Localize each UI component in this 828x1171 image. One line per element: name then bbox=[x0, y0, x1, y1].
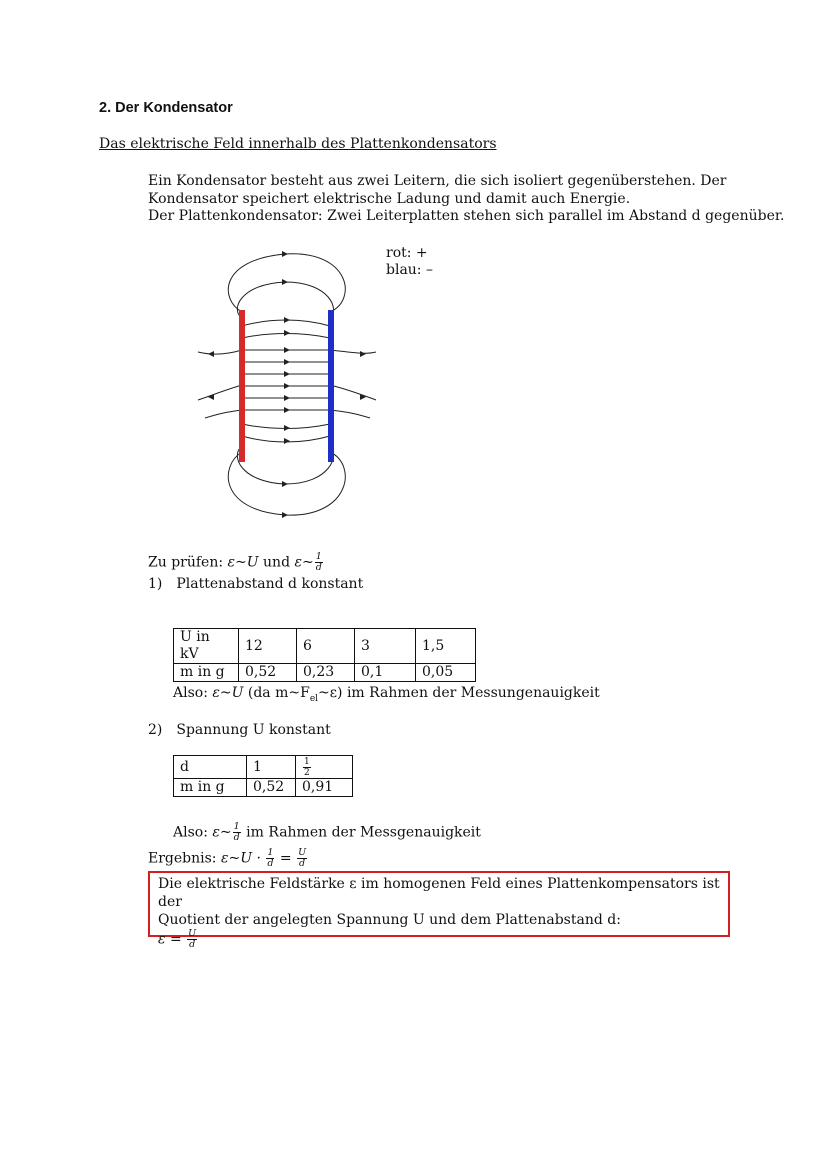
table-cell: 0,91 bbox=[296, 779, 353, 797]
definition-formula bbox=[158, 929, 720, 950]
table-row bbox=[174, 779, 353, 797]
field-line-fringe-right-low bbox=[330, 410, 370, 418]
case1-title: 1) Plattenabstand d konstant bbox=[148, 576, 364, 592]
check-label: Zu prüfen: bbox=[148, 554, 224, 571]
field-line-fringe-left-bottom bbox=[198, 385, 242, 400]
table-cell: 0,52 bbox=[239, 664, 297, 682]
definition-line-1: Die elektrische Feldstärke ε im homogenen Feld eines Plattenkompensators ist der bbox=[158, 876, 720, 910]
table-cell: m in g bbox=[174, 664, 239, 682]
field-arrowheads bbox=[208, 251, 366, 518]
intro-line-3: Der Plattenkondensator: Zwei Leiterplatten stehen sich parallel im Abstand d gegenüber. bbox=[148, 208, 785, 224]
case1-table bbox=[173, 628, 476, 682]
result-fraction-1: $\frac{1}{d}$ bbox=[267, 847, 274, 869]
table-cell: 3 bbox=[355, 629, 416, 664]
field-line-top-inner bbox=[237, 282, 333, 318]
case2-table bbox=[173, 755, 353, 797]
field-line-fringe-left-low bbox=[205, 410, 242, 418]
result-fraction-2: $\frac{U}{d}$ bbox=[298, 847, 307, 869]
table-row bbox=[174, 756, 353, 779]
section-subheading: Das elektrische Feld innerhalb des Plattenkondensators bbox=[99, 136, 497, 152]
table-cell: 1,5 bbox=[416, 629, 476, 664]
case2-conclusion-prefix: Also: bbox=[173, 824, 208, 841]
case2-conclusion-suffix: im Rahmen der Messgenauigkeit bbox=[246, 824, 481, 841]
definition-line-2: Quotient der angelegten Spannung U und dem Plattenabstand d: bbox=[158, 912, 621, 928]
intro-paragraph bbox=[148, 173, 785, 226]
case1-conclusion-suffix: im Rahmen der Messungenauigkeit bbox=[346, 685, 600, 701]
check-fraction: $\frac{1}{d}$ bbox=[315, 551, 322, 573]
table-row bbox=[174, 629, 476, 664]
case2-title: 2) Spannung U konstant bbox=[148, 722, 331, 738]
case1-conclusion-prefix: Also: bbox=[173, 685, 208, 701]
table-cell: m in g bbox=[174, 779, 247, 797]
result-expr: ε~U · bbox=[220, 850, 261, 867]
check-expr2: ε~ bbox=[294, 554, 314, 571]
table-cell: 0,1 bbox=[355, 664, 416, 682]
legend-blue: blau: – bbox=[386, 262, 433, 278]
table-cell: 0,05 bbox=[416, 664, 476, 682]
case2-conclusion bbox=[173, 822, 481, 843]
case1-conclusion bbox=[173, 684, 600, 708]
legend-red: rot: + bbox=[386, 245, 428, 261]
check-expr1: ε~U bbox=[227, 554, 259, 571]
table-row bbox=[174, 664, 476, 682]
check-connector: und bbox=[263, 554, 291, 571]
definition-formula-fraction: $\frac{U}{d}$ bbox=[188, 928, 197, 950]
result-label: Ergebnis: bbox=[148, 850, 217, 867]
field-line-fringe-right-bottom bbox=[330, 385, 376, 400]
table-cell: 12 bbox=[239, 629, 297, 664]
field-line-fringe-left-top bbox=[198, 350, 242, 354]
intro-line-2: Kondensator speichert elektrische Ladung und damit auch Energie. bbox=[148, 190, 631, 207]
section-heading: 2. Der Kondensator bbox=[99, 100, 233, 116]
case2-conclusion-expr: ε~ bbox=[212, 824, 232, 841]
field-line-bottom-inner bbox=[237, 446, 333, 484]
table-cell: 0,52 bbox=[247, 779, 296, 797]
table-cell-fraction: $\frac{1}{2}$ bbox=[296, 756, 353, 779]
intro-line-1: Ein Kondensator besteht aus zwei Leitern, die sich isoliert gegenüberstehen. Der bbox=[148, 173, 727, 189]
case1-conclusion-expr: ε~U bbox=[212, 685, 244, 701]
field-line-top-outer bbox=[228, 254, 345, 312]
case2-conclusion-fraction: $\frac{1}{d}$ bbox=[233, 821, 240, 843]
definition-box bbox=[148, 871, 730, 950]
table-cell: 1 bbox=[247, 756, 296, 779]
case1-conclusion-paren: (da $m\sim F_{el}\sim\varepsilon$) bbox=[247, 685, 343, 704]
check-statement bbox=[148, 552, 324, 573]
positive-plate bbox=[239, 310, 245, 462]
negative-plate bbox=[328, 310, 334, 462]
table-cell: U in kV bbox=[174, 629, 239, 664]
capacitor-field-diagram bbox=[190, 240, 390, 525]
plate-legend bbox=[386, 245, 433, 279]
field-line-fringe-right-top bbox=[330, 350, 376, 353]
table-cell: d bbox=[174, 756, 247, 779]
definition-formula-lhs: ε = bbox=[158, 931, 182, 948]
result-equals: = bbox=[279, 850, 292, 867]
table-cell: 6 bbox=[297, 629, 355, 664]
table-cell: 0,23 bbox=[297, 664, 355, 682]
result-statement bbox=[148, 848, 308, 869]
